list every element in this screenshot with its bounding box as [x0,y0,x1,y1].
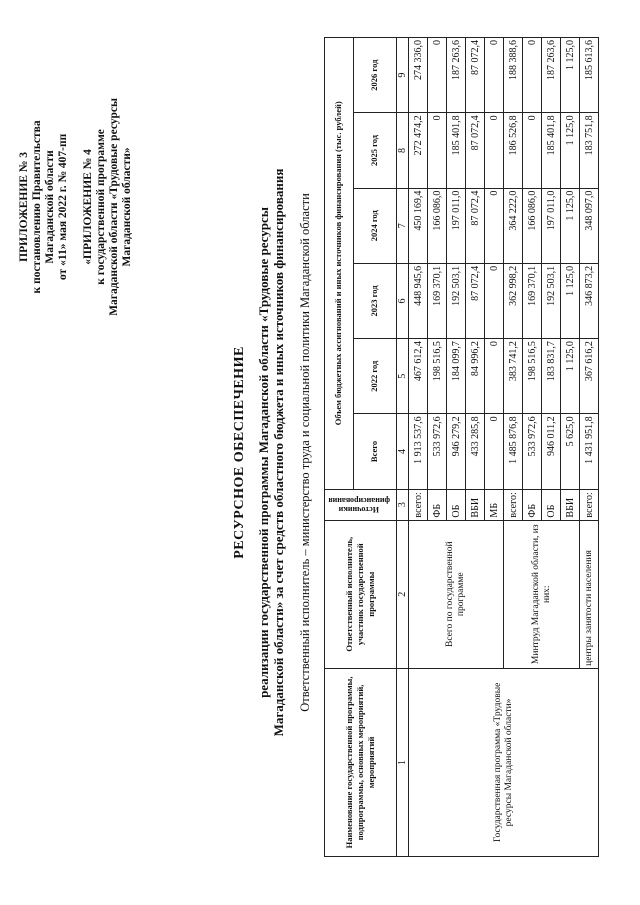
value-cell: 533 972,6 [523,414,542,489]
value-cell: 187 263,6 [542,38,561,113]
value-cell: 1 125,0 [561,38,580,113]
value-cell: 0 [485,339,504,414]
value-cell: 1 125,0 [561,263,580,338]
value-cell: 197 011,0 [542,188,561,263]
header-executor: Ответственный исполнитель, участник государственной программы [325,520,397,668]
value-cell: 183 751,8 [580,113,599,188]
employment-centers-label: центры занятости населения [580,520,599,668]
value-cell: 185 401,8 [542,113,561,188]
value-cell: 433 285,8 [466,414,485,489]
source-cell: МБ [485,489,504,520]
value-cell: 169 370,1 [523,263,542,338]
value-cell: 186 526,8 [504,113,523,188]
value-cell: 1 125,0 [561,113,580,188]
value-cell: 0 [523,113,542,188]
value-cell: 84 996,2 [466,339,485,414]
col-number: 4 [397,414,409,489]
col-number: 6 [397,263,409,338]
source-cell: ОБ [447,489,466,520]
value-cell: 448 945,6 [409,263,428,338]
value-cell: 183 831,7 [542,339,561,414]
value-cell: 946 279,2 [447,414,466,489]
header-year-2024: 2024 год [353,188,396,263]
value-cell: 169 370,1 [428,263,447,338]
header-source [325,489,397,520]
source-cell: всего: [409,489,428,520]
appendix-number: ПРИЛОЖЕНИЕ № 3 [18,152,30,262]
program-line-2: Магаданской области «Трудовые ресурсы [108,98,120,316]
value-cell: 185 613,6 [580,38,599,113]
prev-appendix: «ПРИЛОЖЕНИЕ № 4 [82,149,94,265]
resource-table [324,37,599,857]
value-cell: 198 516,5 [428,339,447,414]
value-cell: 1 913 537,6 [409,414,428,489]
column-number-row [397,38,409,857]
header-year-2025: 2025 год [353,113,396,188]
header-source-text: Источники финансирования [328,495,390,514]
value-cell: 364 222,0 [504,188,523,263]
responsible-executor: Ответственный исполнитель – министерство труда и социальной политики Магаданской области [298,193,312,712]
header-block [18,98,134,316]
value-cell: 184 099,7 [447,339,466,414]
value-cell: 1 431 951,8 [580,414,599,489]
value-cell: 188 388,6 [504,38,523,113]
col-number: 5 [397,339,409,414]
value-cell: 0 [428,38,447,113]
document-subtitle-2: Магаданской области» за счет средств областного бюджета и иных источников финансирования [271,168,286,737]
value-cell: 192 503,1 [542,263,561,338]
header-year-2026: 2026 год [353,38,396,113]
group-total-label: Всего по государственной программе [409,520,504,668]
col-number: 2 [397,520,409,668]
table-header-row-1 [325,38,354,857]
col-number: 9 [397,38,409,113]
value-cell: 367 616,2 [580,339,599,414]
value-cell: 87 072,4 [466,263,485,338]
value-cell: 0 [523,38,542,113]
resolution-line-2: Магаданской области [44,150,56,264]
value-cell: 198 516,5 [523,339,542,414]
col-number: 7 [397,188,409,263]
value-cell: 0 [485,414,504,489]
value-cell: 0 [428,113,447,188]
value-cell: 274 336,0 [409,38,428,113]
value-cell: 348 097,0 [580,188,599,263]
source-cell: ВБИ [561,489,580,520]
value-cell: 383 741,2 [504,339,523,414]
header-year-2023: 2023 год [353,263,396,338]
value-cell: 87 072,4 [466,38,485,113]
value-cell: 362 998,2 [504,263,523,338]
resolution-line-3: от «11» мая 2022 г. № 407-пп [57,133,69,281]
value-cell: 0 [485,113,504,188]
value-cell: 346 873,2 [580,263,599,338]
value-cell: 1 125,0 [561,188,580,263]
col-number: 3 [397,489,409,520]
document-subtitle-1: реализации государственной программы Магаданской области «Трудовые ресурсы [256,207,271,698]
document-title: РЕСУРСНОЕ ОБЕСПЕЧЕНИЕ [232,346,247,559]
value-cell: 946 011,2 [542,414,561,489]
col-number: 1 [397,668,409,856]
value-cell: 192 503,1 [447,263,466,338]
ministry-label: Минтруд Магаданской области, из них: [504,520,580,668]
value-cell: 166 086,0 [523,188,542,263]
source-cell: всего: [580,489,599,520]
value-cell: 1 485 876,8 [504,414,523,489]
source-cell: всего: [504,489,523,520]
program-line-3: Магаданской области» [121,147,133,267]
value-cell: 1 125,0 [561,339,580,414]
value-cell: 87 072,4 [466,113,485,188]
value-cell: 450 169,4 [409,188,428,263]
header-total: Всего [353,414,396,489]
program-line-1: к государственной программе [95,129,107,285]
value-cell: 187 263,6 [447,38,466,113]
value-cell: 166 086,0 [428,188,447,263]
header-year-2022: 2022 год [353,339,396,414]
value-cell: 272 474,2 [409,113,428,188]
col-number: 8 [397,113,409,188]
value-cell: 197 011,0 [447,188,466,263]
program-name-cell: Государственная программа «Трудовые ресурсы Магаданской области» [409,668,599,856]
resolution-line-1: к постановлению Правительства [31,120,43,294]
table-row [409,38,428,857]
value-cell: 0 [485,188,504,263]
value-cell: 0 [485,263,504,338]
value-cell: 185 401,8 [447,113,466,188]
source-cell: ФБ [428,489,447,520]
source-cell: ФБ [523,489,542,520]
value-cell: 0 [485,38,504,113]
value-cell: 467 612,4 [409,339,428,414]
source-cell: ОБ [542,489,561,520]
value-cell: 5 625,0 [561,414,580,489]
source-cell: ВБИ [466,489,485,520]
header-volume: Объем бюджетных ассигнований и иных источников финансирования (тыс. рублей) [325,38,354,490]
value-cell: 87 072,4 [466,188,485,263]
header-name: Наименование государственной программы, подпрограммы, основных мероприятий, мероприятий [325,668,397,856]
value-cell: 533 972,6 [428,414,447,489]
